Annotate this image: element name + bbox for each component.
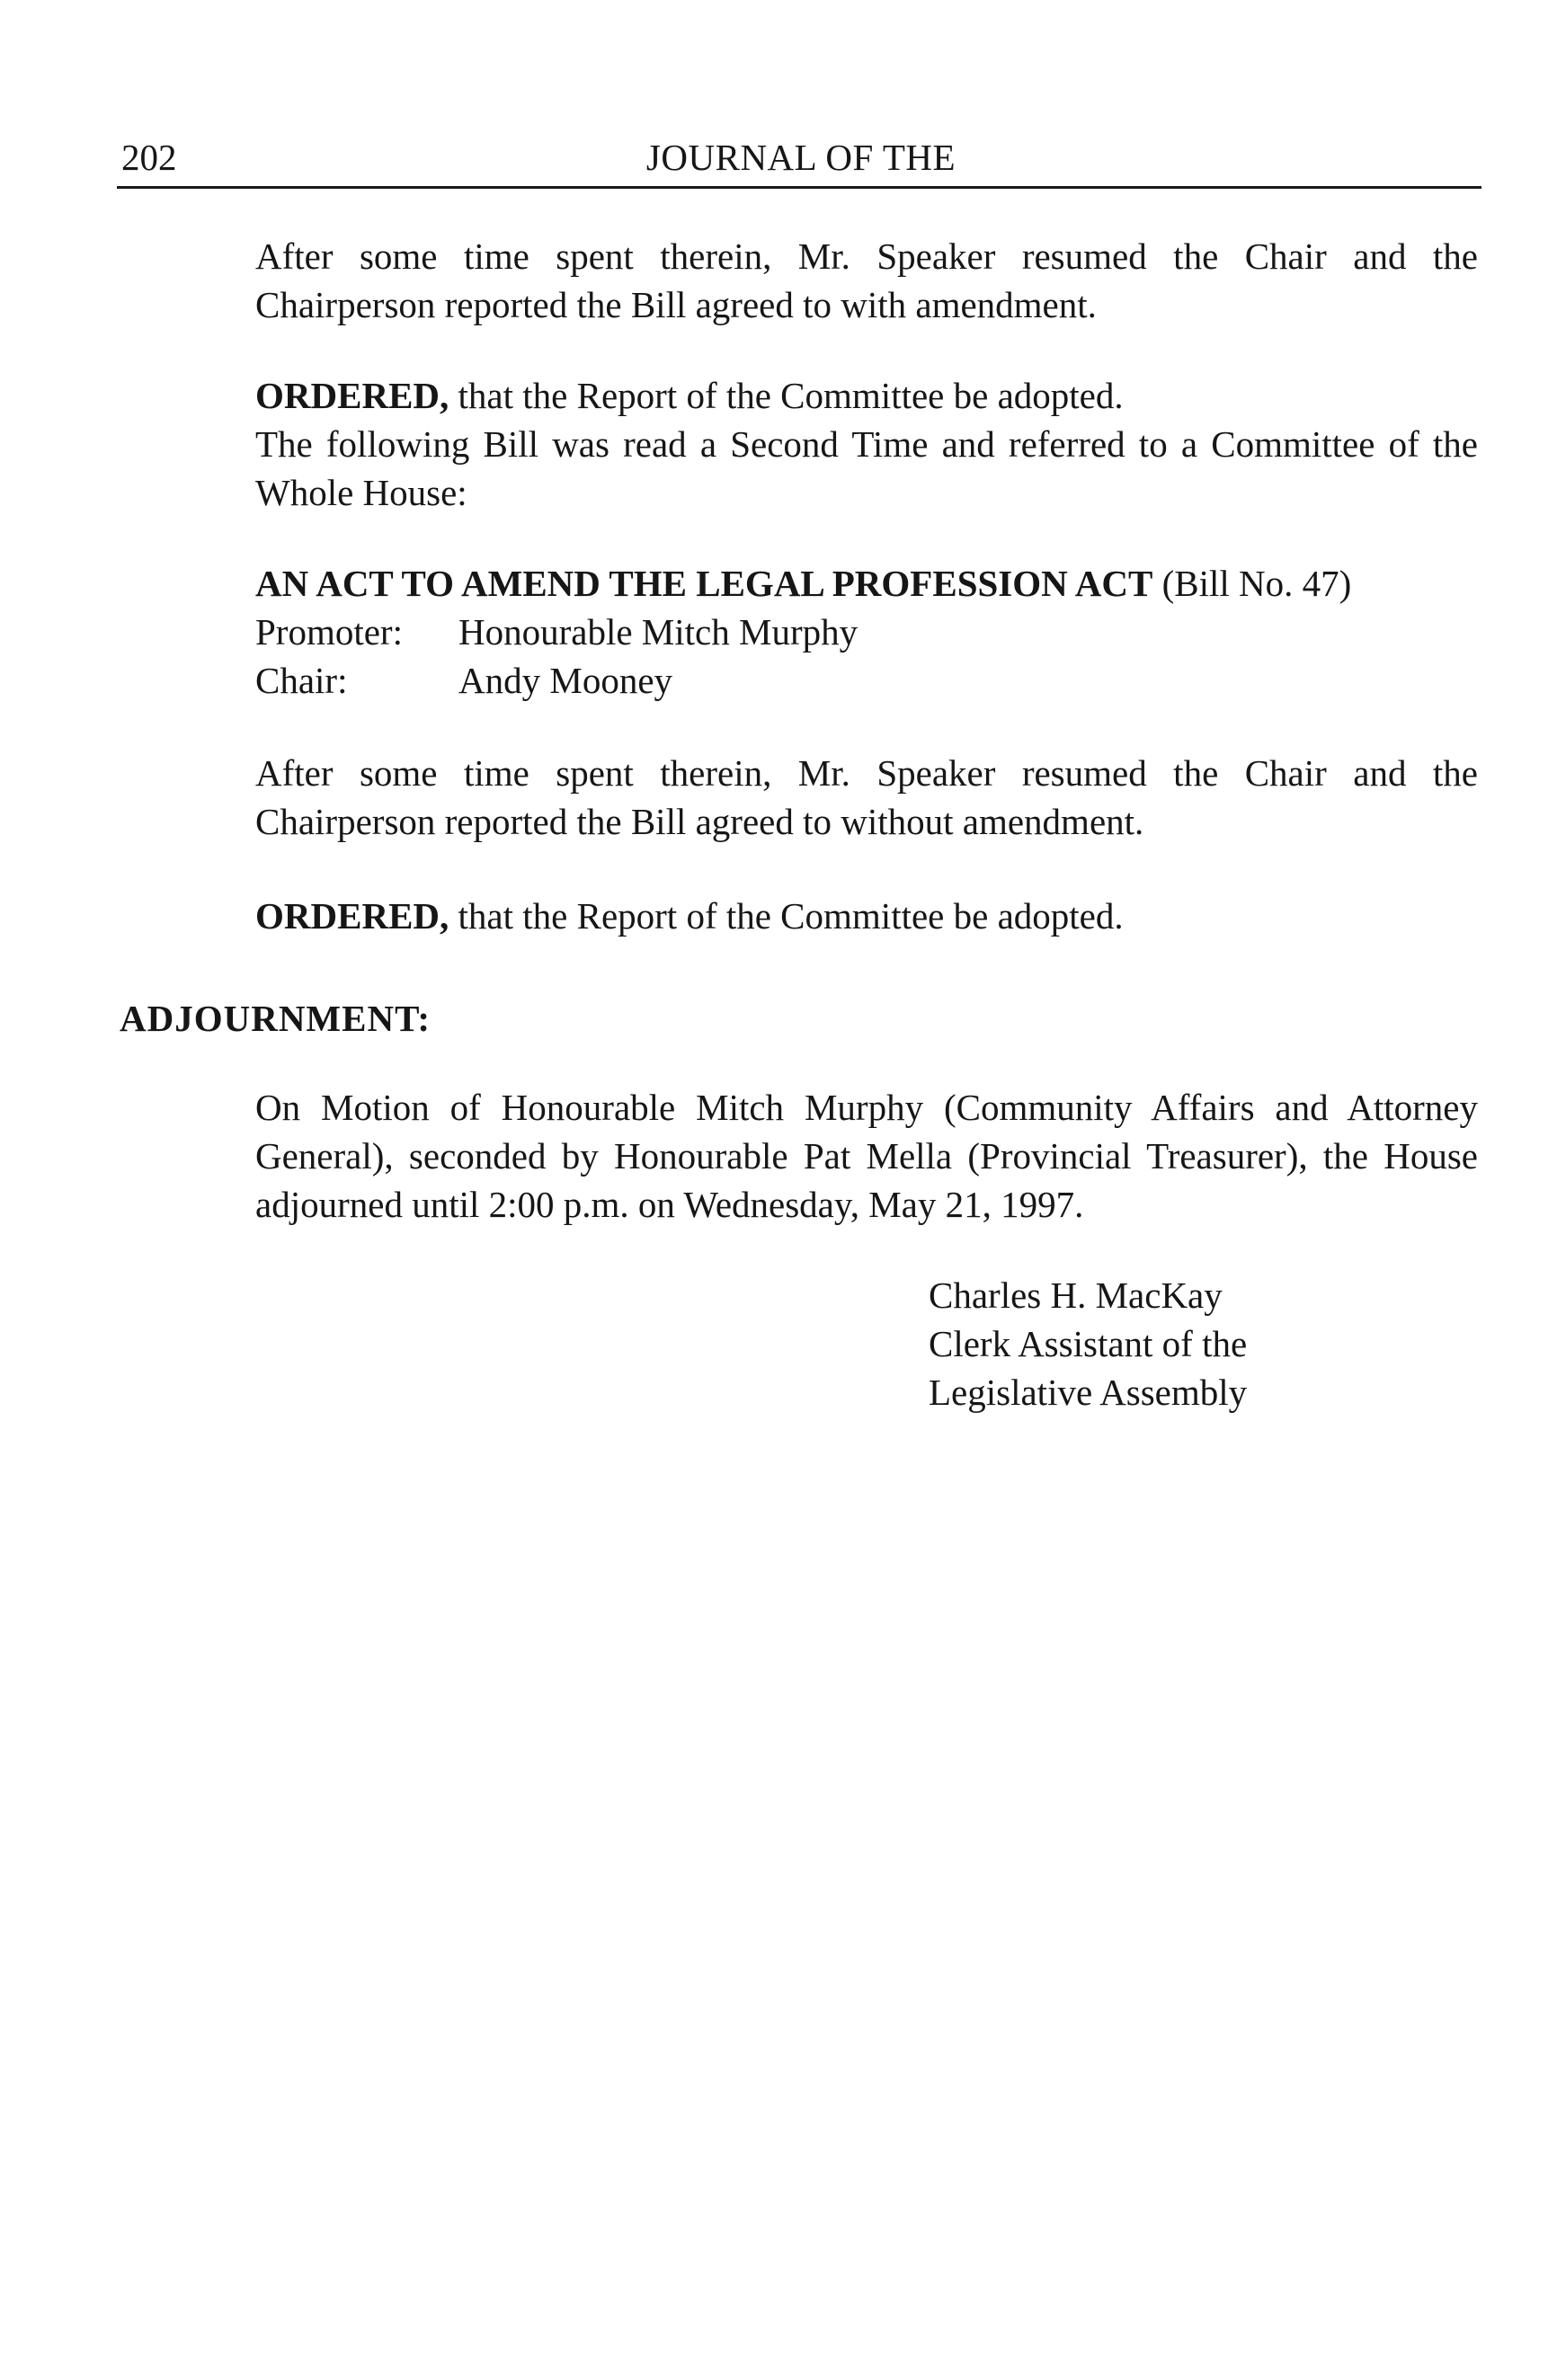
- ordered-text: that the Report of the Committee be adopted.: [449, 375, 1124, 416]
- second-reading-line: The following Bill was read a Second Time and referred to a Committee of the: [255, 423, 1478, 465]
- ordered-label: ORDERED,: [255, 375, 449, 416]
- paragraph-line: adjourned until 2:00 p.m. on Wednesday, May 21, 1997.: [255, 1184, 1084, 1225]
- ordered-text: that the Report of the Committee be adopted.: [449, 895, 1124, 937]
- ordered-paragraph-1: [255, 371, 1478, 517]
- bill-title: [255, 559, 1478, 608]
- ordered-paragraph-2: [255, 892, 1478, 940]
- bill-chair-row: [255, 656, 1478, 705]
- paragraph-line: After some time spent therein, Mr. Speaker resumed the Chair and the: [255, 752, 1478, 794]
- committee-report-paragraph-1: [255, 232, 1478, 329]
- signature-block: [929, 1271, 1468, 1416]
- page-number: 202: [121, 137, 177, 178]
- second-reading-line: Whole House:: [255, 472, 467, 513]
- adjournment-paragraph: [255, 1083, 1478, 1229]
- ordered-line: [255, 371, 1478, 420]
- promoter-value: Honourable Mitch Murphy: [458, 611, 859, 653]
- header-rule: [117, 186, 1481, 189]
- chair-label: Chair:: [255, 660, 348, 701]
- signatory-name: Charles H. MacKay: [929, 1274, 1223, 1316]
- signatory-title: Clerk Assistant of the: [929, 1323, 1248, 1364]
- paragraph-line: Chairperson reported the Bill agreed to with amendment.: [255, 284, 1097, 325]
- bill-number: (Bill No. 47): [1152, 563, 1352, 604]
- adjournment-heading: ADJOURNMENT:: [120, 998, 432, 1039]
- signatory-title: Legislative Assembly: [929, 1372, 1248, 1413]
- paragraph-line: On Motion of Honourable Mitch Murphy (Community Affairs and Attorney: [255, 1087, 1478, 1128]
- paragraph-line: Chairperson reported the Bill agreed to without amendment.: [255, 801, 1144, 842]
- page-header: [121, 133, 1481, 182]
- bill-promoter-row: [255, 608, 1478, 656]
- ordered-label: ORDERED,: [255, 895, 449, 937]
- running-head: JOURNAL OF THE: [645, 137, 956, 178]
- bill-entry: [255, 559, 1478, 705]
- paragraph-line: General), seconded by Honourable Pat Mella (Provincial Treasurer), the House: [255, 1135, 1478, 1177]
- chair-value: Andy Mooney: [458, 660, 673, 701]
- committee-report-paragraph-2: [255, 749, 1478, 846]
- bill-title-bold: AN ACT TO AMEND THE LEGAL PROFESSION ACT: [255, 563, 1153, 604]
- paragraph-line: After some time spent therein, Mr. Speaker resumed the Chair and the: [255, 235, 1478, 277]
- promoter-label: Promoter:: [255, 611, 403, 653]
- ordered-line: [255, 892, 1478, 940]
